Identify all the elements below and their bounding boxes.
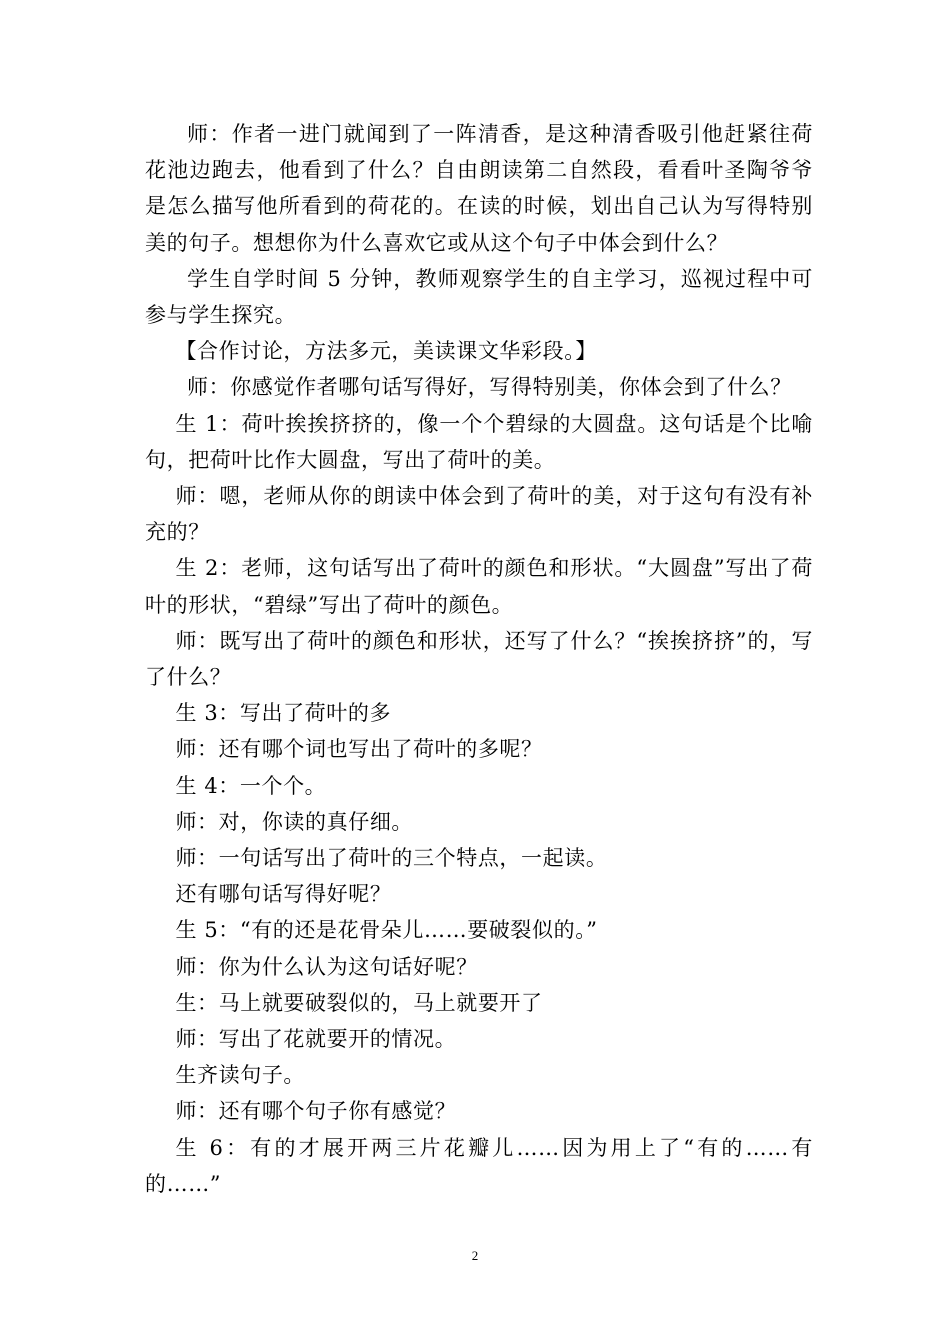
paragraph-dialogue: 师：你感觉作者哪句话写得好，写得特别美，你体会到了什么？ bbox=[187, 375, 792, 400]
paragraph-dialogue: 生齐读句子。 bbox=[175, 1063, 306, 1088]
paragraph-dialogue: 生 1：荷叶挨挨挤挤的，像一个个碧绿的大圆盘。这句话是个比喻句，把荷叶比作大圆盘，写出了荷叶的美。 bbox=[145, 411, 813, 472]
paragraph-self-study: 学生自学时间 5 分钟，教师观察学生的自主学习，巡视过程中可参与学生探究。 bbox=[145, 266, 813, 328]
paragraph-dialogue: 生 6：有的才展开两三片花瓣儿……因为用上了“有的……有的……” bbox=[145, 1135, 813, 1196]
paragraph-dialogue: 师：你为什么认为这句话好呢？ bbox=[175, 954, 478, 979]
paragraph-dialogue: 师：一句话写出了荷叶的三个特点，一起读。 bbox=[175, 846, 608, 871]
paragraph-dialogue: 生 5：“有的还是花骨朵儿……要破裂似的。” bbox=[175, 918, 598, 943]
body-text bbox=[145, 116, 813, 1202]
paragraph-dialogue: 师：既写出了荷叶的颜色和形状，还写了什么？“挨挨挤挤”的，写了什么？ bbox=[145, 628, 813, 690]
paragraph-dialogue: 生：马上就要破裂似的，马上就要开了 bbox=[175, 990, 543, 1015]
page-number: 2 bbox=[471, 1248, 479, 1263]
paragraph-dialogue: 师：嗯，老师从你的朗读中体会到了荷叶的美，对于这句有没有补充的？ bbox=[145, 484, 813, 545]
section-heading: 【合作讨论，方法多元，美读课文华彩段。】 bbox=[175, 339, 597, 364]
paragraph-dialogue: 还有哪句话写得好呢？ bbox=[175, 882, 392, 907]
paragraph-dialogue: 师：写出了花就要开的情况。 bbox=[175, 1027, 457, 1052]
paragraph-dialogue: 师：还有哪个句子你有感觉？ bbox=[175, 1099, 457, 1124]
paragraph-dialogue: 师：对，你读的真仔细。 bbox=[175, 809, 414, 834]
paragraph-dialogue: 生 2：老师，这句话写出了荷叶的颜色和形状。“大圆盘”写出了荷叶的形状，“碧绿”写出了荷叶的颜色。 bbox=[145, 556, 813, 617]
paragraph-dialogue: 师：还有哪个词也写出了荷叶的多呢？ bbox=[175, 737, 543, 762]
paragraph-dialogue: 生 4：一个个。 bbox=[175, 773, 327, 798]
paragraph-teacher-intro: 师：作者一进门就闻到了一阵清香，是这种清香吸引他赶紧往荷花池边跑去，他看到了什么？自由朗读第二自然段，看看叶圣陶爷爷是怎么描写他所看到的荷花的。在读的时候，划出自己认为写得特别美的句子。想想你为什么喜欢它或从这个句子中体会到什么？ bbox=[145, 122, 813, 255]
paragraph-dialogue: 生 3：写出了荷叶的多 bbox=[175, 701, 392, 726]
